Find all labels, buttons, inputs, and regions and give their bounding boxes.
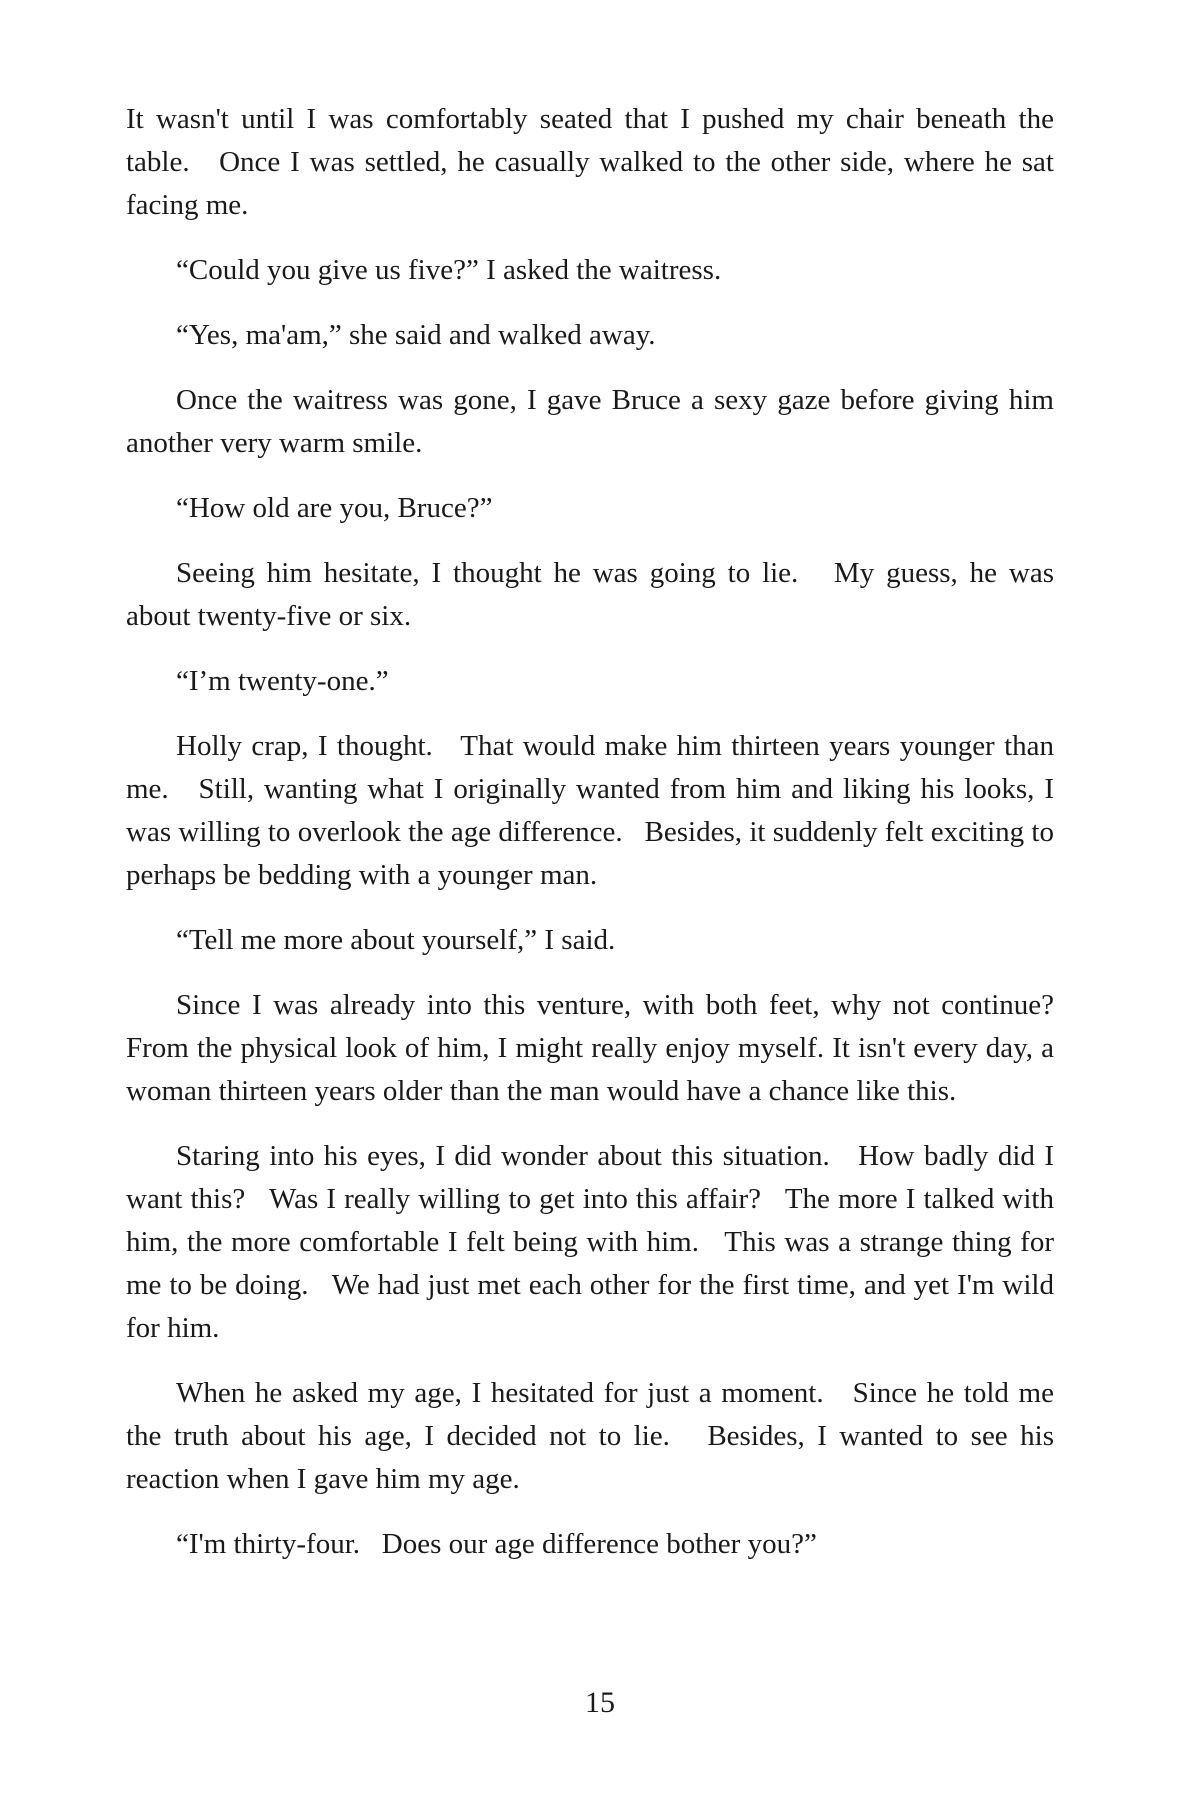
body-text [126, 98, 1076, 1588]
paragraph: It wasn't until I was comfortably seated that I pushed my chair beneath the table. Once I was settled, he casually walked to the other side, where he sat facing me. [126, 103, 1062, 221]
paragraph: “I'm thirty-four. Does our age difference bother you?” [176, 1528, 817, 1560]
paragraph: Since I was already into this venture, with both feet, why not continue? From the physical look of him, I might really enjoy myself. It isn't every day, a woman thirteen years older than the man would have a chance like this. [126, 989, 1076, 1107]
paragraph: “Tell me more about yourself,” I said. [176, 924, 616, 956]
paragraph: Staring into his eyes, I did wonder about this situation. How badly did I want this? Was I really willing to get into this affair? The more I talked with him, the more comfortable I felt being with him. This was a strange thing for me to be doing. We had just met each other for the first time, and yet I'm wild for him. [126, 1140, 1062, 1344]
page-number: 15 [585, 1686, 615, 1719]
paragraph: “I’m twenty-one.” [176, 665, 389, 697]
paragraph: When he asked my age, I hesitated for just a moment. Since he told me the truth about his age, I decided not to lie. Besides, I wanted to see his reaction when I gave him my age. [126, 1377, 1062, 1495]
paragraph: Holly crap, I thought. That would make him thirteen years younger than me. Still, wanting what I originally wanted from him and liking his looks, I was willing to overlook the age difference. Besides, it suddenly felt exciting to perhaps be bedding with a younger man. [126, 730, 1062, 891]
paragraph: “Yes, ma'am,” she said and walked away. [176, 319, 656, 351]
paragraph: Seeing him hesitate, I thought he was going to lie. My guess, he was about twenty-five or six. [126, 557, 1062, 632]
paragraph: Once the waitress was gone, I gave Bruce a sexy gaze before giving him another very warm smile. [126, 384, 1062, 459]
paragraph: “How old are you, Bruce?” [176, 492, 493, 524]
paragraph: “Could you give us five?” I asked the waitress. [176, 254, 722, 286]
